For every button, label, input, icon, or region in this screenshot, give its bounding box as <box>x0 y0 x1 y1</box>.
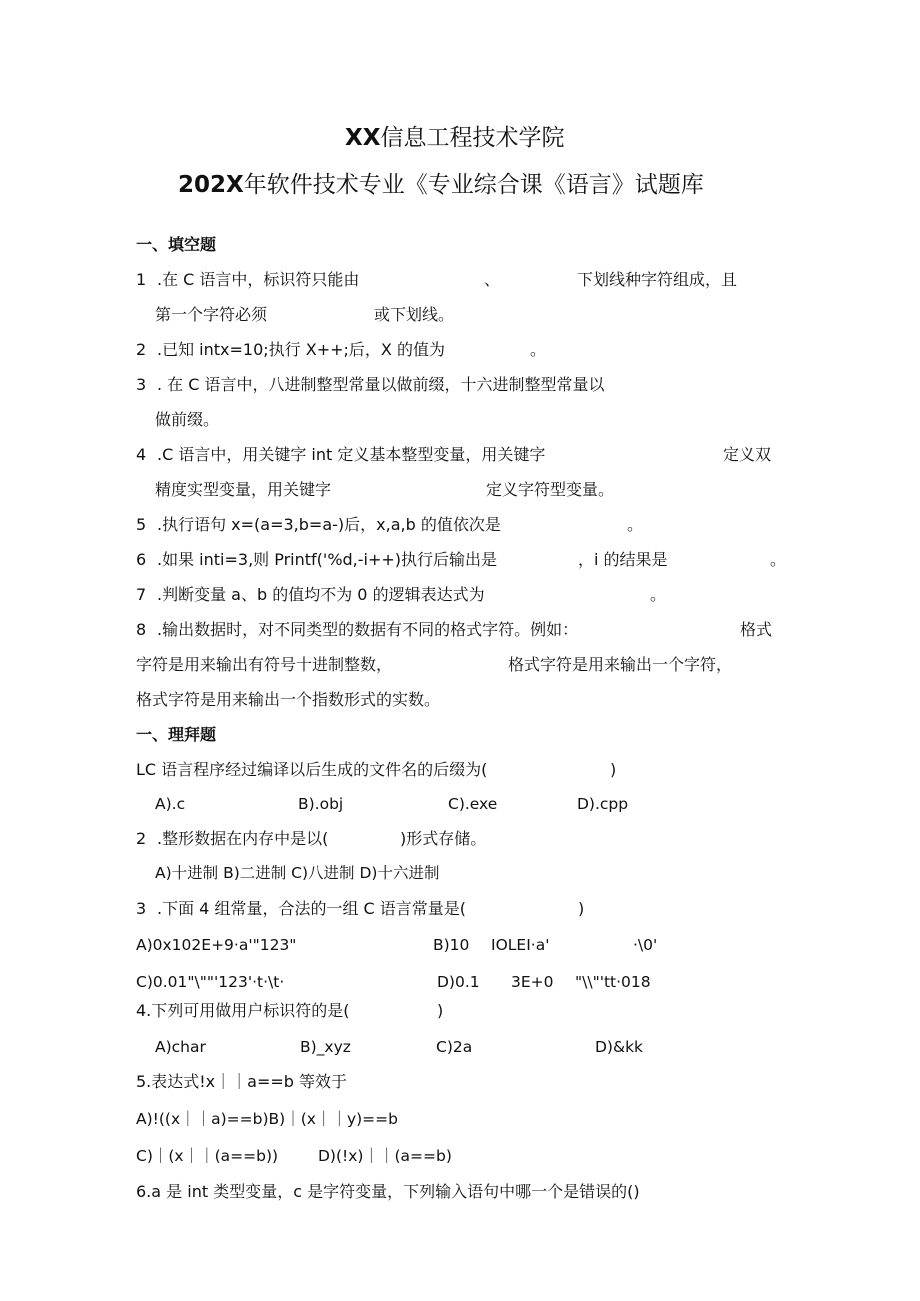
q7-number: 7 <box>136 585 147 604</box>
mc3-option-d-part3: "\\"'tt·018 <box>575 973 651 991</box>
mc2-number: 2 <box>136 829 147 848</box>
title-institution-name: 信息工程技术学院 <box>380 125 565 151</box>
mc2-options: A)十进制 B)二进制 C)八进制 D)十六进制 <box>155 864 440 882</box>
mc5-text: 5.表达式!x｜｜a==b 等效于 <box>136 1072 348 1091</box>
q4-text-b: 定义双 <box>723 445 772 464</box>
mc3-option-a: A)0x102E+9·a'"123" <box>136 936 297 954</box>
q4-number: 4 <box>136 445 147 464</box>
mc1-text: LC 语言程序经过编译以后生成的文件名的后缀为( <box>136 760 488 779</box>
mc1-option-b: B).obj <box>298 795 344 813</box>
q7-end: 。 <box>650 585 667 604</box>
q3-text: . 在 C 语言中，八进制整型常量以做前缀，十六进制整型常量以 <box>157 375 605 394</box>
mc3-option-d-part2: 3E+0 <box>511 973 554 991</box>
q8-line3: 格式字符是用来输出一个指数形式的实数。 <box>136 690 441 709</box>
mc3-text: .下面 4 组常量，合法的一组 C 语言常量是( <box>157 899 467 918</box>
mc2-text: .整形数据在内存中是以( <box>157 829 329 848</box>
q8-number: 8 <box>136 620 147 639</box>
q2-number: 2 <box>136 340 147 359</box>
q1-text-a: .在 C 语言中，标识符只能由 <box>157 270 360 289</box>
mc1-end: ) <box>610 760 617 779</box>
q8-line2-b: 格式字符是用来输出一个字符， <box>508 655 733 674</box>
title-institution-prefix: XX <box>345 125 381 151</box>
mc3-option-c: C)0.01"\""'123'·t·\t· <box>136 973 285 991</box>
q8-tail: 格式 <box>740 620 773 639</box>
mc1-option-a: A).c <box>155 795 186 813</box>
mc6-text: 6.a 是 int 类型变量，c 是字符变量，下列输入语句中哪一个是错误的() <box>136 1182 640 1201</box>
mc3-option-d: D)0.1 <box>437 973 480 991</box>
q5-number: 5 <box>136 515 147 534</box>
q6-number: 6 <box>136 550 147 569</box>
q1-number: 1 <box>136 270 147 289</box>
q5-end: 。 <box>627 515 644 534</box>
mc5-option-ab: A)!((x｜｜a)==b)B)｜(x｜｜y)==b <box>136 1110 398 1128</box>
mc4-option-a: A)char <box>155 1038 206 1056</box>
mc3-option-b-part3: ·\0' <box>633 936 658 954</box>
q7-text: .判断变量 a、b 的值均不为 0 的逻辑表达式为 <box>157 585 485 604</box>
q1-text-b: 下划线种字符组成，且 <box>577 270 738 289</box>
mc3-option-b: B)10 <box>433 936 470 954</box>
q6-end: 。 <box>770 550 787 569</box>
mc2-end: )形式存储。 <box>400 829 487 848</box>
q1-line2-b: 或下划线。 <box>374 305 455 324</box>
q3-line2: 做前缀。 <box>155 410 220 429</box>
mc4-option-d: D)&kk <box>595 1038 644 1056</box>
mc4-text: 4.下列可用做用户标识符的是( <box>136 1001 350 1020</box>
mc5-option-c: C)｜(x｜｜(a==b)) <box>136 1147 279 1165</box>
mc3-end: ) <box>578 899 585 918</box>
q5-text: .执行语句 x=(a=3,b=a-)后，x,a,b 的值依次是 <box>157 515 501 534</box>
q6-mid: ，i 的结果是 <box>578 550 668 569</box>
section-heading-multiple-choice: 一、理拜题 <box>136 725 217 744</box>
q8-text: .输出数据时，对不同类型的数据有不同的格式字符。例如： <box>157 620 579 639</box>
mc3-option-b-part2: IOLEI·a' <box>491 936 550 954</box>
q4-line2-a: 精度实型变量，用关键字 <box>155 480 332 499</box>
q1-separator: 、 <box>484 270 501 289</box>
mc4-option-c: C)2a <box>436 1038 473 1056</box>
q8-line2-a: 字符是用来输出有符号十进制整数， <box>136 655 393 674</box>
mc1-option-c: C).exe <box>448 795 498 813</box>
q3-number: 3 <box>136 375 147 394</box>
q6-text: .如果 inti=3,则 Printf('%d,-i++)执行后输出是 <box>157 550 498 569</box>
document-title-line-2 <box>178 174 704 197</box>
mc3-number: 3 <box>136 899 147 918</box>
q4-line2-b: 定义字符型变量。 <box>486 480 615 499</box>
document-title-line-1 <box>345 127 564 150</box>
mc4-option-b: B)_xyz <box>300 1038 351 1056</box>
mc4-end: ) <box>437 1001 444 1020</box>
q4-text-a: .C 语言中，用关键字 int 定义基本整型变量，用关键字 <box>157 445 546 464</box>
title-year: 202X <box>178 172 244 198</box>
q2-text: .已知 intx=10;执行 X++;后，X 的值为 <box>157 340 445 359</box>
q1-line2-a: 第一个字符必须 <box>155 305 268 324</box>
mc5-option-d: D)(!x)｜｜(a==b) <box>318 1147 452 1165</box>
title-subject: 年软件技术专业《专业综合课《语言》试题库 <box>243 172 704 198</box>
section-heading-fill-in: 一、填空题 <box>136 235 217 254</box>
mc1-option-d: D).cpp <box>577 795 629 813</box>
q2-end: 。 <box>530 340 547 359</box>
